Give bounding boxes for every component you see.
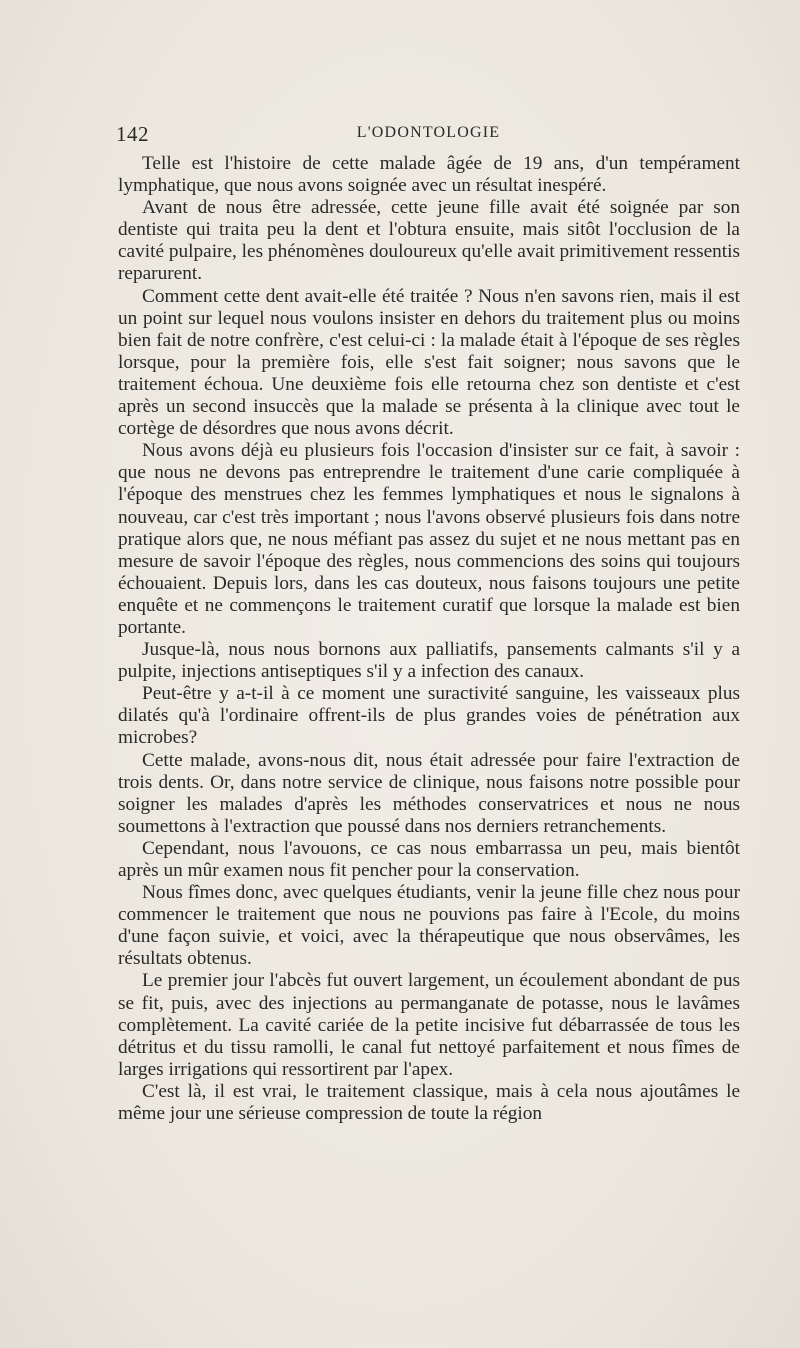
page-number: 142: [116, 122, 149, 146]
paragraph: Nous fîmes donc, avec quelques étudiants, venir la jeune fille chez nous pour commencer le traitement que nous ne pouvions pas faire à l'Ecole, du moins d'une façon suivie, et voici, avec la thérapeutique que nous observâmes, les résultats obtenus.: [118, 882, 740, 970]
running-title: L'ODONTOLOGIE: [356, 124, 501, 141]
body-text: [118, 153, 740, 1125]
paragraph: C'est là, il est vrai, le traitement classique, mais à cela nous ajoutâmes le même jour une sérieuse compression de toute la région: [118, 1080, 740, 1125]
paragraph: Cette malade, avons-nous dit, nous était adressée pour faire l'extraction de trois dents. Or, dans notre service de clinique, nous faisons notre possible pour soigner les malades d'après les méthodes conservatrices et nous ne nous soumettons à l'extraction que poussé dans nos derniers retranchements.: [118, 749, 740, 837]
paragraph: Telle est l'histoire de cette malade âgée de 19 ans, d'un tempérament lymphatique, que nous avons soignée avec un résultat inespéré.: [118, 153, 740, 197]
paragraph: Comment cette dent avait-elle été traitée ? Nous n'en savons rien, mais il est un point sur lequel nous voulons insister en dehors du traitement plus ou moins bien fait de notre confrère, c'est celui-ci : la malade était à l'époque de ses règles lorsque, pour la première fois, elle s'est fait soigner; nous savons que le traitement échoua. Une deuxième fois elle retourna chez son dentiste et c'est après un second insuccès que la malade se présenta à la clinique avec tout le cortège de désordres que nous avons décrit.: [118, 285, 740, 440]
page-header: [116, 122, 741, 150]
paragraph: Le premier jour l'abcès fut ouvert largement, un écoulement abondant de pus se fit, puis, avec des injections au permanganate de potasse, nous le lavâmes complètement. La cavité cariée de la petite incisive fut débarrassée de tous les détritus et du tissu ramolli, le canal fut nettoyé parfaitement et nous fîmes de larges irrigations qui ressortirent par l'apex.: [118, 970, 740, 1080]
paragraph: Jusque-là, nous nous bornons aux palliatifs, pansements calmants s'il y a pulpite, injections antiseptiques s'il y a infection des canaux.: [118, 639, 740, 683]
paragraph: Nous avons déjà eu plusieurs fois l'occasion d'insister sur ce fait, à savoir : que nous ne devons pas entreprendre le traitement d'une carie compliquée à l'époque des menstrues chez les femmes lymphatiques et nous le signalons à nouveau, car c'est très important ; nous l'avons observé plusieurs fois dans notre pratique alors que, ne nous méfiant pas assez du sujet et ne nous mettant pas en mesure de savoir l'époque des règles, nous commencions des soins qui toujours échouaient. Depuis lors, dans les cas douteux, nous faisons toujours une petite enquête et ne commençons le traitement curatif que lorsque la malade est bien portante.: [118, 440, 740, 638]
paragraph: Cependant, nous l'avouons, ce cas nous embarrassa un peu, mais bientôt après un mûr examen nous fit pencher pour la conservation.: [118, 837, 740, 881]
paragraph: Avant de nous être adressée, cette jeune fille avait été soignée par son dentiste qui traita peu la dent et l'obtura ensuite, mais sitôt l'occlusion de la cavité pulpaire, les phénomènes douloureux qu'elle avait primitivement ressentis reparurent.: [118, 197, 740, 285]
paragraph: Peut-être y a-t-il à ce moment une suractivité sanguine, les vaisseaux plus dilatés qu'à l'ordinaire offrent-ils de plus grandes voies de pénétration aux microbes?: [118, 683, 740, 749]
